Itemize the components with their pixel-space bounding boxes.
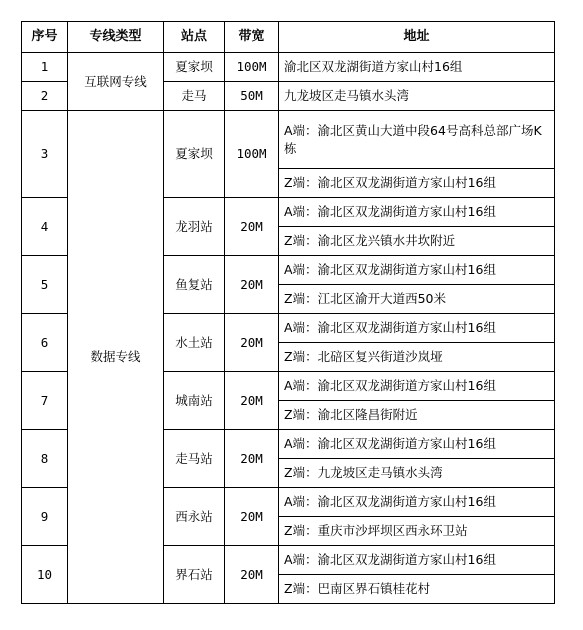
row-address-z: Z端：北碚区复兴街道沙岚垭 (279, 343, 555, 372)
row-station: 夏家坝 (164, 111, 225, 198)
row-no: 8 (22, 430, 68, 488)
row-address-a: A端：渝北区双龙湖街道方家山村16组 (279, 314, 555, 343)
row-station: 夏家坝 (164, 53, 225, 82)
row-station: 城南站 (164, 372, 225, 430)
row-no: 3 (22, 111, 68, 198)
row-address: 九龙坡区走马镇水头湾 (279, 82, 555, 111)
row-bandwidth: 20M (225, 488, 279, 546)
row-address-z: Z端：九龙坡区走马镇水头湾 (279, 459, 555, 488)
row-no: 6 (22, 314, 68, 372)
row-bandwidth: 20M (225, 372, 279, 430)
row-no: 2 (22, 82, 68, 111)
table-row (22, 111, 555, 169)
row-bandwidth: 50M (225, 82, 279, 111)
row-bandwidth: 20M (225, 430, 279, 488)
row-bandwidth: 100M (225, 111, 279, 198)
row-address-z: Z端：重庆市沙坪坝区西永环卫站 (279, 517, 555, 546)
row-address-a: A端：渝北区双龙湖街道方家山村16组 (279, 488, 555, 517)
header-row (22, 22, 555, 53)
row-address-a: A端：渝北区双龙湖街道方家山村16组 (279, 372, 555, 401)
row-address-z: Z端：渝北区隆昌街附近 (279, 401, 555, 430)
row-station: 界石站 (164, 546, 225, 604)
row-address-z: Z端：江北区渝开大道西50米 (279, 285, 555, 314)
row-address-z: Z端：巴南区界石镇桂花村 (279, 575, 555, 604)
row-station: 走马 (164, 82, 225, 111)
row-station: 鱼复站 (164, 256, 225, 314)
row-station: 水土站 (164, 314, 225, 372)
line-type-data: 数据专线 (68, 111, 164, 604)
row-bandwidth: 20M (225, 198, 279, 256)
row-bandwidth: 20M (225, 546, 279, 604)
row-address: 渝北区双龙湖街道方家山村16组 (279, 53, 555, 82)
row-no: 7 (22, 372, 68, 430)
row-address-z: Z端：渝北区龙兴镇水井坎附近 (279, 227, 555, 256)
row-address-a: A端：渝北区双龙湖街道方家山村16组 (279, 430, 555, 459)
row-station: 龙羽站 (164, 198, 225, 256)
row-bandwidth: 20M (225, 256, 279, 314)
line-type-internet: 互联网专线 (68, 53, 164, 111)
header-address: 地址 (279, 22, 555, 53)
header-station: 站点 (164, 22, 225, 53)
row-address-a: A端：渝北区双龙湖街道方家山村16组 (279, 256, 555, 285)
row-station: 西永站 (164, 488, 225, 546)
header-line-type: 专线类型 (68, 22, 164, 53)
row-address-a: A端：渝北区双龙湖街道方家山村16组 (279, 198, 555, 227)
row-bandwidth: 100M (225, 53, 279, 82)
header-bandwidth: 带宽 (225, 22, 279, 53)
table-row (22, 53, 555, 82)
row-no: 1 (22, 53, 68, 82)
row-address-a: A端：渝北区双龙湖街道方家山村16组 (279, 546, 555, 575)
header-no: 序号 (22, 22, 68, 53)
site-line-table (21, 21, 555, 604)
row-no: 9 (22, 488, 68, 546)
row-no: 4 (22, 198, 68, 256)
row-no: 10 (22, 546, 68, 604)
row-station: 走马站 (164, 430, 225, 488)
row-address-a: A端：渝北区黄山大道中段64号高科总部广场K栋 (279, 111, 555, 169)
row-no: 5 (22, 256, 68, 314)
row-bandwidth: 20M (225, 314, 279, 372)
row-address-z: Z端：渝北区双龙湖街道方家山村16组 (279, 169, 555, 198)
